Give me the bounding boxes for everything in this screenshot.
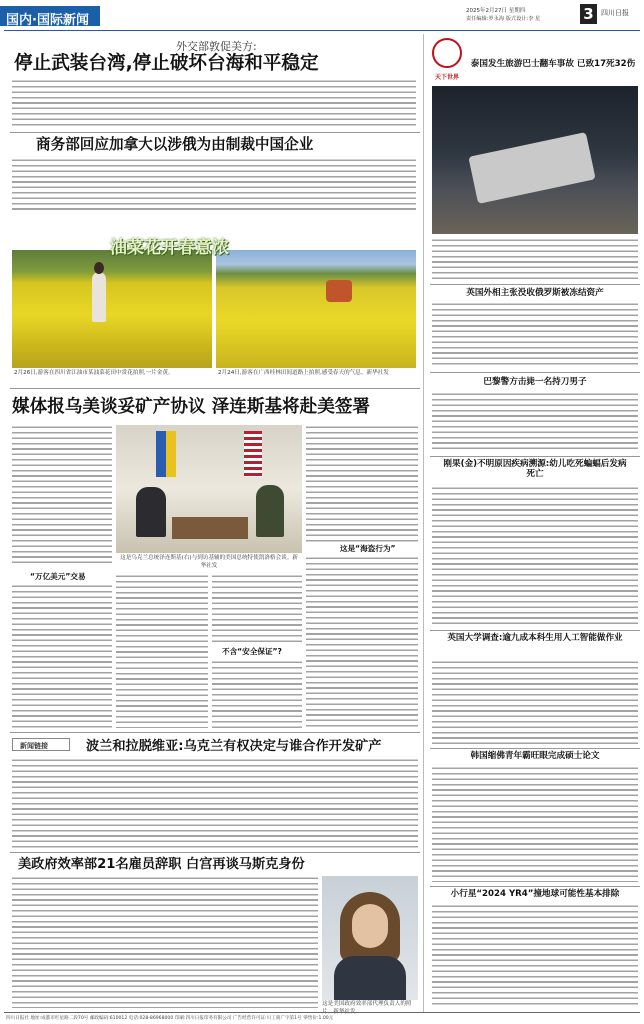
news-link-label: 新闻链接 — [20, 742, 48, 750]
minerals-body-col3 — [212, 574, 302, 644]
thailand-photo — [432, 86, 638, 234]
korea-headline: 韩国缩佛青年霸旺眼完成硕士论文 — [470, 751, 600, 761]
masthead-rule — [4, 30, 640, 31]
minerals-body-col1 — [12, 425, 112, 567]
photo-feature-title: 油菜花开春意浓 — [110, 238, 229, 258]
taiwan-headline: 停止武装台湾,停止破坏台海和平稳定 — [14, 53, 319, 74]
ai-rule — [430, 748, 640, 749]
congo-rule — [430, 630, 640, 631]
paper-logo: 四川日报 — [601, 9, 629, 17]
korea-rule — [430, 886, 640, 887]
uk-rule — [430, 372, 640, 373]
thailand-rule — [430, 284, 640, 285]
paris-body — [432, 392, 638, 452]
minerals-headline: 媒体报乌美谈妥矿产协议 泽连斯基将赴美签署 — [12, 397, 371, 417]
column-logo-text: 天下世界 — [434, 74, 459, 81]
photo-caption-left: 2月26日,游客在四川省江油市某油菜花田中赏花拍照,一片金黄。 — [14, 370, 174, 376]
footer-text: 四川日报社 地址:成都市红星路二段70号 邮政编码:610012 电话:028-86968000 印刷:四川日报印务有限公司 广告经营许可证:川工商广字第1号 零售价:1.00元 — [6, 1016, 334, 1021]
taiwan-kicker: 外交部敦促美方: — [176, 40, 257, 53]
figure-right — [256, 485, 284, 537]
minerals-body-col4 — [306, 425, 418, 543]
congo-headline: 刚果(金)不明原因疾病溯源:幼儿吃死蝙蝠后发病死亡 — [443, 459, 627, 479]
canada-body — [12, 158, 416, 212]
masthead-editors: 责任编辑:罗永海 版式设计:李 星 — [466, 16, 541, 22]
minerals-photo — [116, 425, 302, 553]
footer-rule — [4, 1012, 640, 1013]
ai-headline: 英国大学调查:逾九成本科生用人工智能做作业 — [447, 633, 623, 643]
poland-rule — [10, 852, 420, 853]
masthead-date: 2025年2月27日 星期四 — [466, 8, 526, 14]
minerals-body-col4b — [306, 556, 418, 728]
congo-body — [432, 486, 638, 626]
thailand-body — [432, 238, 638, 280]
rapeseed-photo-right — [216, 250, 416, 368]
portrait-face — [352, 904, 388, 948]
figure-left — [136, 487, 166, 537]
ai-body — [432, 660, 638, 744]
doge-headline: 美政府效率部21名雇员辞职 白宫再谈马斯克身份 — [18, 857, 305, 872]
flag-us — [244, 431, 262, 477]
taiwan-body — [12, 79, 416, 129]
doge-photo-caption: 这是美国政府效率部代理负责人的照 — [322, 1001, 412, 1007]
doge-body — [12, 876, 318, 1008]
doge-photo — [322, 876, 418, 1000]
photo-caption-right: 2月24日,游客在广西桂林田间道路上拍照,感受春天的气息。新华社发 — [218, 370, 389, 376]
masthead — [0, 0, 644, 34]
minerals-sub-pirate: 这是“海盗行为” — [340, 544, 396, 553]
minerals-body-col2 — [116, 574, 208, 728]
person-head — [94, 262, 104, 274]
minerals-body-col1b — [12, 584, 112, 728]
minerals-body-col3b — [212, 660, 302, 728]
visitors-figure — [326, 280, 352, 302]
bus-wreck — [468, 132, 595, 204]
rapeseed-photo-left — [12, 250, 212, 368]
uk-body — [432, 302, 638, 368]
paris-headline: 巴黎警方击毙一名持刀男子 — [483, 377, 587, 387]
paris-rule — [430, 456, 640, 457]
taiwan-rule — [10, 132, 420, 133]
poland-body — [12, 758, 418, 848]
thailand-headline: 泰国发生旅游巴士翻车事故 已致17死32伤 — [470, 59, 636, 69]
meeting-table — [172, 517, 248, 539]
flag-yellow — [166, 431, 176, 477]
photo-rule — [10, 388, 420, 389]
minerals-rule — [10, 732, 420, 733]
minerals-sub-security: 不含“安全保证”? — [222, 647, 282, 656]
poland-headline: 波兰和拉脱维亚:乌克兰有权决定与谁合作开发矿产 — [86, 739, 382, 754]
asteroid-body — [432, 904, 638, 1008]
canada-headline: 商务部回应加拿大以涉俄为由制裁中国企业 — [36, 136, 314, 153]
flag-blue — [156, 431, 166, 477]
korea-body — [432, 766, 638, 882]
minerals-sub-trillion: “万亿美元”交易 — [30, 572, 86, 581]
minerals-photo-caption: 这是乌克兰总统泽连斯基(右)与到访基辅的美国总统特使凯洛格会谈。新华社发 — [120, 555, 298, 569]
asteroid-headline: 小行星“2024 YR4”撞地球可能性基本排除 — [450, 889, 620, 899]
right-column-divider — [423, 34, 424, 1012]
masthead-section-title: 国内·国际新闻 — [6, 13, 89, 28]
person-figure — [92, 272, 106, 322]
portrait-body — [334, 956, 406, 1000]
uk-headline: 英国外相主张没收俄罗斯被冻结资产 — [466, 288, 604, 298]
column-logo-badge — [432, 38, 462, 68]
page-number: 3 — [583, 5, 594, 23]
